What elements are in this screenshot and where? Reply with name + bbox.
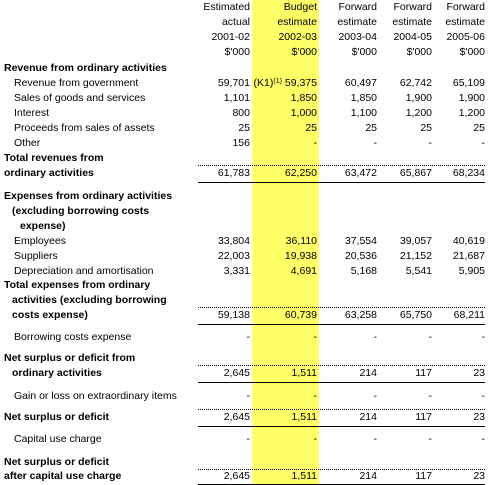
row-label: Total expenses from ordinary xyxy=(4,279,151,291)
row-label: Net surplus or deficit xyxy=(4,456,110,468)
value-2004-05: 117 xyxy=(415,470,432,482)
section-heading-total-expenses-1 xyxy=(0,278,488,293)
row-label: Sales of goods and services xyxy=(14,92,146,104)
footnote-marker: (1) xyxy=(273,78,282,85)
row-label: ordinary activities xyxy=(4,167,94,179)
value-2002-03: 62,250 xyxy=(284,167,317,179)
row-label: Proceeds from sales of assets xyxy=(14,122,155,134)
value-2005-06: 21,687 xyxy=(452,250,485,262)
value-2003-04: 5,168 xyxy=(350,265,377,277)
value-2004-05: - xyxy=(428,390,432,402)
row-label: costs expense) xyxy=(12,309,88,321)
row-label: Capital use charge xyxy=(14,433,102,445)
value-2002-03: 25 xyxy=(305,122,317,134)
value-2004-05: - xyxy=(428,137,432,149)
table-row-revenue-from-government xyxy=(0,76,488,91)
value-2001-02: 59,138 xyxy=(217,309,250,321)
value-2002-03: 4,691 xyxy=(290,265,317,277)
total-rule xyxy=(198,182,485,183)
table-row-extraordinary-items xyxy=(0,389,488,404)
header-col1-line4: $'000 xyxy=(224,46,250,58)
table-row-suppliers xyxy=(0,249,488,264)
table-row-sales xyxy=(0,91,488,106)
row-label: Interest xyxy=(14,107,50,119)
row-label: Employees xyxy=(14,235,66,247)
header-col3-line2: estimate xyxy=(337,16,377,28)
value-2005-06: 1,900 xyxy=(458,92,485,104)
value-2004-05: - xyxy=(428,433,432,445)
section-heading-total-revenues xyxy=(0,151,488,166)
header-col2-line2: estimate xyxy=(277,16,317,28)
row-label: Total revenues from xyxy=(4,152,104,164)
header-col3-line3: 2003-04 xyxy=(338,31,377,43)
value-2004-05: 65,867 xyxy=(399,167,432,179)
header-col3-line1: Forward xyxy=(338,1,377,13)
value-2005-06: 23 xyxy=(473,470,485,482)
value-2005-06: 1,200 xyxy=(458,107,485,119)
value-2003-04: 214 xyxy=(359,470,377,482)
section-heading-expenses-2 xyxy=(0,204,488,219)
total-rule xyxy=(198,382,485,383)
value-2004-05: 117 xyxy=(415,411,432,423)
row-label: ordinary activities xyxy=(12,367,102,379)
value-2003-04: 60,497 xyxy=(344,77,377,89)
value-2005-06: 65,109 xyxy=(452,77,485,89)
value-2005-06: 5,905 xyxy=(458,265,485,277)
value-2002-03: - xyxy=(313,331,317,343)
value-2004-05: - xyxy=(428,331,432,343)
header-col5-line1: Forward xyxy=(446,1,485,13)
value-2005-06: - xyxy=(481,137,485,149)
header-col4-line4: $'000 xyxy=(406,46,432,58)
value-2004-05: 1,900 xyxy=(405,92,432,104)
value-2001-02: 59,701 xyxy=(217,77,250,89)
value-2003-04: - xyxy=(373,433,377,445)
value-2003-04: 20,536 xyxy=(344,250,377,262)
value-2004-05: 1,200 xyxy=(405,107,432,119)
value-2004-05: 117 xyxy=(415,367,432,379)
table-row-employees xyxy=(0,234,488,249)
value-2001-02: 33,804 xyxy=(217,235,250,247)
value-2003-04: 1,850 xyxy=(350,92,377,104)
row-label: Depreciation and amortisation xyxy=(14,265,154,277)
value-2005-06: 40,619 xyxy=(452,235,485,247)
value-2001-02: 3,331 xyxy=(223,265,250,277)
value-2005-06: - xyxy=(481,433,485,445)
row-label: Net surplus or deficit from xyxy=(4,352,136,364)
row-label: expense) xyxy=(20,220,66,232)
header-col5-line2: estimate xyxy=(445,16,485,28)
table-row-proceeds xyxy=(0,121,488,136)
value-2003-04: - xyxy=(373,390,377,402)
section-heading-revenue xyxy=(0,61,488,76)
table-row-borrowing-costs xyxy=(0,330,488,345)
header-col1-line3: 2001-02 xyxy=(211,31,250,43)
table-row-capital-use-charge xyxy=(0,432,488,447)
table-row-net-after-capital xyxy=(0,469,488,484)
value-2001-02: - xyxy=(246,331,250,343)
table-row-total-expenses xyxy=(0,308,488,323)
value-2005-06: 23 xyxy=(473,367,485,379)
value-2003-04: 63,472 xyxy=(344,167,377,179)
table-row-interest xyxy=(0,106,488,121)
value-2002-03: 19,938 xyxy=(284,250,317,262)
value-2001-02: 25 xyxy=(238,122,250,134)
value-2002-03 xyxy=(254,76,317,92)
value-2004-05: 39,057 xyxy=(399,235,432,247)
value-text: 59,375 xyxy=(284,77,317,89)
section-heading-net-ordinary xyxy=(0,351,488,366)
section-heading-expenses-1 xyxy=(0,189,488,204)
value-2001-02: - xyxy=(246,433,250,445)
value-2001-02: 61,783 xyxy=(217,167,250,179)
table-row-other xyxy=(0,136,488,151)
total-rule xyxy=(198,324,485,325)
value-2002-03: 1,000 xyxy=(290,107,317,119)
value-2003-04: 214 xyxy=(359,411,377,423)
header-col2-line4: $'000 xyxy=(291,46,317,58)
row-label: Borrowing costs expense xyxy=(14,331,132,343)
value-2005-06: 68,211 xyxy=(453,309,485,321)
value-2003-04: 214 xyxy=(359,367,377,379)
value-2001-02: 22,003 xyxy=(217,250,250,262)
row-label: (excluding borrowing costs xyxy=(12,205,150,217)
value-2002-03: 1,511 xyxy=(291,470,317,482)
value-2004-05: 65,750 xyxy=(399,309,432,321)
value-2001-02: 2,645 xyxy=(223,411,250,423)
value-2005-06: 23 xyxy=(473,411,485,423)
section-heading-total-expenses-2 xyxy=(0,293,488,308)
header-col1-line2: actual xyxy=(221,16,250,28)
header-col3-line4: $'000 xyxy=(351,46,377,58)
value-2002-03: 1,511 xyxy=(291,367,317,379)
value-2003-04: 1,100 xyxy=(350,107,377,119)
row-label: after capital use charge xyxy=(4,470,122,482)
row-label: Suppliers xyxy=(14,250,58,262)
value-2003-04: 37,554 xyxy=(344,235,377,247)
table-row-depreciation xyxy=(0,264,488,279)
table-row-total-revenues xyxy=(0,166,488,181)
value-2003-04: 63,258 xyxy=(344,309,377,321)
header-col4-line2: estimate xyxy=(392,16,432,28)
note-reference: (K1) xyxy=(253,77,274,89)
value-2001-02: - xyxy=(246,390,250,402)
value-2002-03: 36,110 xyxy=(285,235,317,247)
value-2005-06: 25 xyxy=(473,122,485,134)
value-2005-06: - xyxy=(481,390,485,402)
value-2003-04: - xyxy=(373,137,377,149)
value-2004-05: 62,742 xyxy=(399,77,432,89)
row-label: Gain or loss on extraordinary items xyxy=(14,390,177,402)
header-col1-line1: Estimated xyxy=(203,1,250,13)
header-col5-line4: $'000 xyxy=(459,46,485,58)
header-col4-line1: Forward xyxy=(393,1,432,13)
header-col2-line3: 2002-03 xyxy=(278,31,317,43)
header-col4-line3: 2004-05 xyxy=(393,31,432,43)
row-label: Net surplus or deficit xyxy=(4,411,110,423)
row-label: Expenses from ordinary activities xyxy=(4,190,173,202)
value-2005-06: 68,234 xyxy=(452,167,485,179)
value-2004-05: 5,541 xyxy=(405,265,432,277)
row-label: Revenue from government xyxy=(14,77,139,89)
value-2001-02: 156 xyxy=(232,137,250,149)
section-heading-net-after-capital xyxy=(0,455,488,470)
total-rule xyxy=(198,426,485,427)
value-2003-04: - xyxy=(373,331,377,343)
section-heading-expenses-3 xyxy=(0,219,488,234)
value-2004-05: 21,152 xyxy=(399,250,432,262)
table-row-net-ordinary xyxy=(0,366,488,381)
value-2001-02: 2,645 xyxy=(223,470,250,482)
header-col5-line3: 2005-06 xyxy=(446,31,485,43)
value-2002-03: - xyxy=(313,433,317,445)
value-2003-04: 25 xyxy=(365,122,377,134)
value-2002-03: 1,511 xyxy=(291,411,317,423)
value-2002-03: - xyxy=(313,390,317,402)
row-label: Other xyxy=(14,137,41,149)
value-2002-03: 1,850 xyxy=(290,92,317,104)
row-label: Revenue from ordinary activities xyxy=(4,62,167,74)
value-2002-03: 60,739 xyxy=(284,309,317,321)
value-2005-06: - xyxy=(481,331,485,343)
value-2002-03: - xyxy=(313,137,317,149)
table-row-net-surplus xyxy=(0,410,488,425)
header-col2-line1: Budget xyxy=(283,1,317,13)
value-2004-05: 25 xyxy=(420,122,432,134)
value-2001-02: 2,645 xyxy=(223,367,250,379)
value-2001-02: 1,101 xyxy=(223,92,250,104)
row-label: activities (excluding borrowing xyxy=(12,294,167,306)
value-2001-02: 800 xyxy=(232,107,250,119)
